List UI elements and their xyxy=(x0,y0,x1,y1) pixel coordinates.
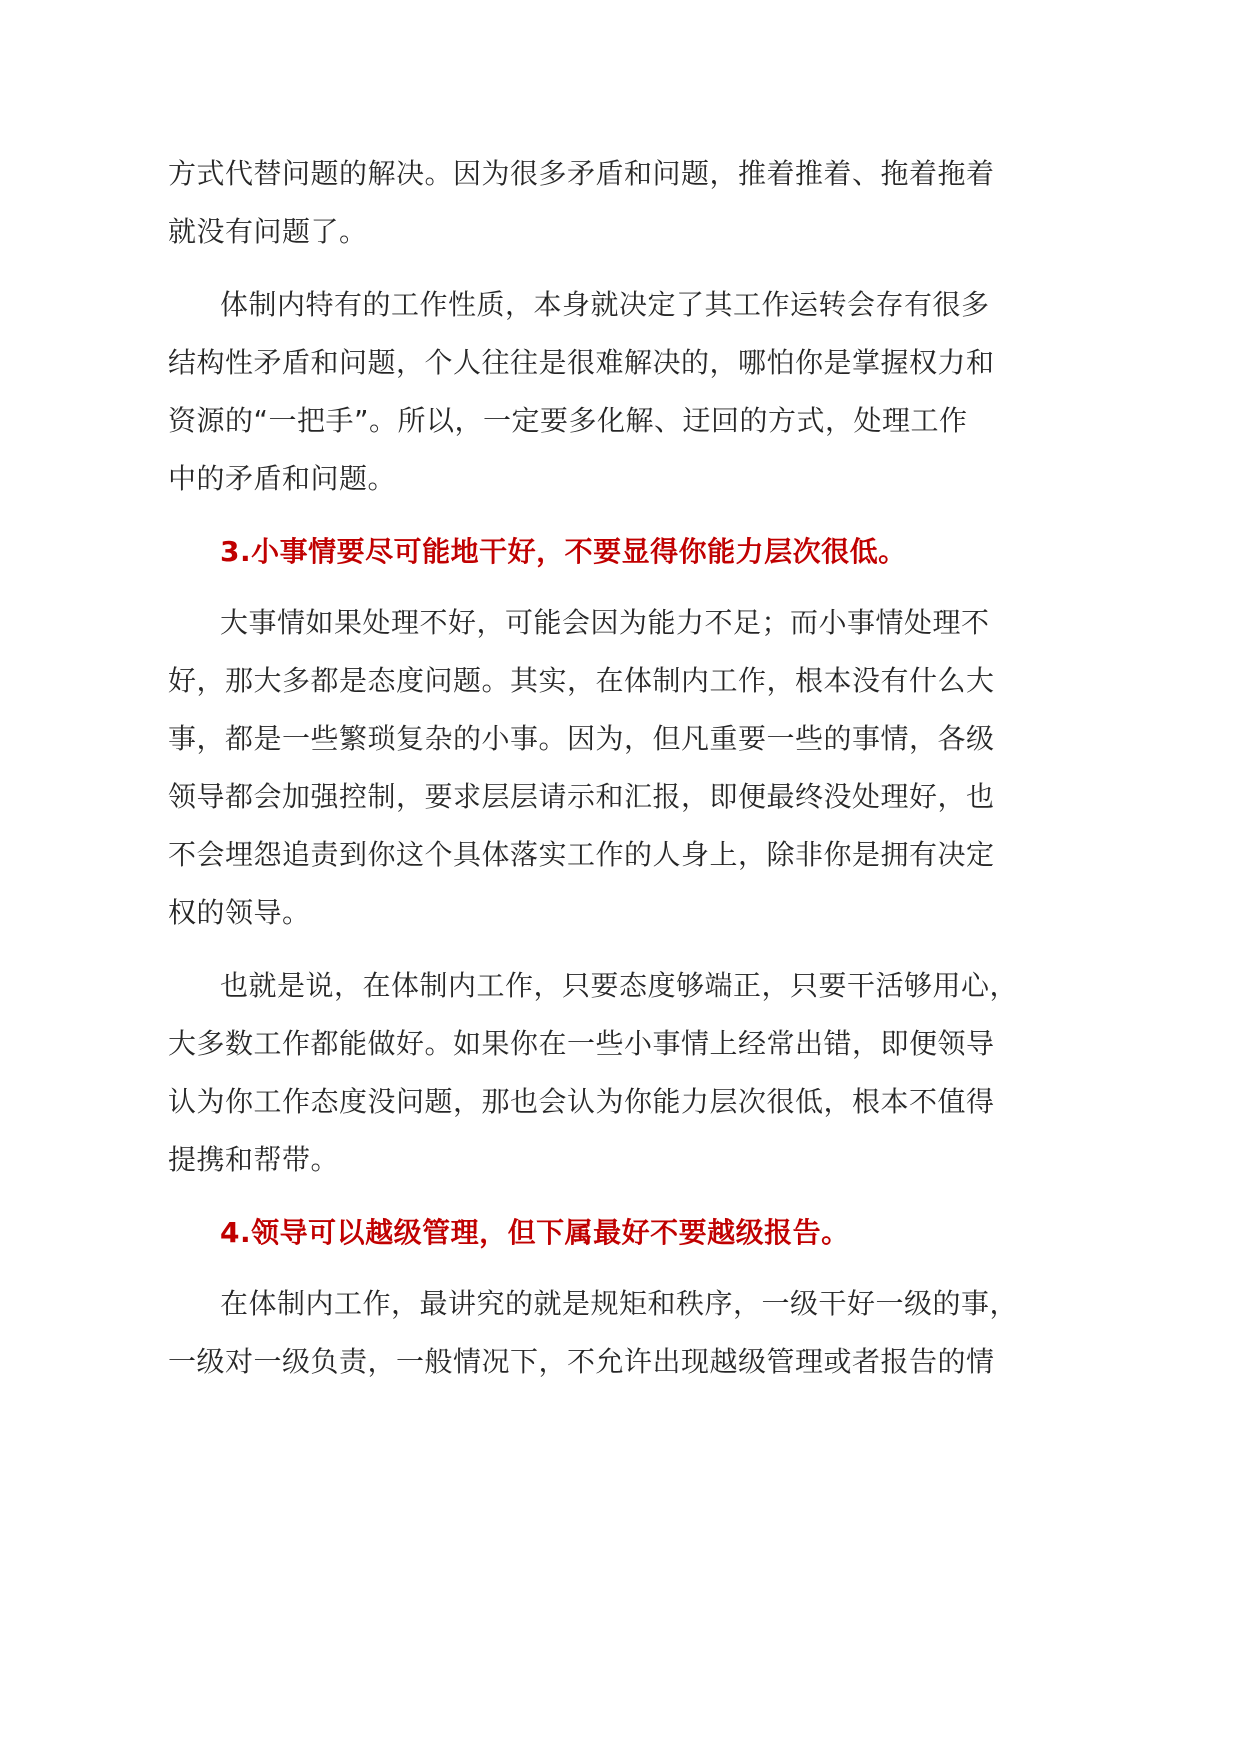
paragraph-line: 方式代替问题的解决。因为很多矛盾和问题，推着推着、拖着拖着 xyxy=(168,157,995,190)
paragraph-line: 大事情如果处理不好，可能会因为能力不足；而小事情处理不 xyxy=(220,606,990,639)
paragraph-line: 领导都会加强控制，要求层层请示和汇报，即便最终没处理好，也 xyxy=(168,780,995,813)
paragraph-line: 就没有问题了。 xyxy=(168,215,368,248)
paragraph-line: 提携和帮带。 xyxy=(168,1143,340,1176)
paragraph-line: 事，都是一些繁琐复杂的小事。因为，但凡重要一些的事情，各级 xyxy=(168,722,995,755)
paragraph-line: 好，那大多都是态度问题。其实，在体制内工作，根本没有什么大 xyxy=(168,664,995,697)
paragraph-line: 在体制内工作，最讲究的就是规矩和秩序，一级干好一级的事， xyxy=(220,1287,1019,1320)
paragraph-line: 体制内特有的工作性质，本身就决定了其工作运转会存有很多 xyxy=(220,288,990,321)
section-heading: 4.领导可以越级管理，但下属最好不要越级报告。 xyxy=(220,1216,850,1249)
paragraph-line: 认为你工作态度没问题，那也会认为你能力层次很低，根本不值得 xyxy=(168,1085,995,1118)
paragraph-line: 大多数工作都能做好。如果你在一些小事情上经常出错，即便领导 xyxy=(168,1027,995,1060)
paragraph-line: 资源的“一把手”。所以，一定要多化解、迂回的方式，处理工作 xyxy=(168,404,968,437)
paragraph-line: 一级对一级负责，一般情况下，不允许出现越级管理或者报告的情 xyxy=(168,1345,995,1378)
paragraph-line: 不会埋怨追责到你这个具体落实工作的人身上，除非你是拥有决定 xyxy=(168,838,995,871)
section-heading: 3.小事情要尽可能地干好，不要显得你能力层次很低。 xyxy=(220,535,907,568)
paragraph-line: 权的领导。 xyxy=(168,896,311,929)
paragraph-line: 中的矛盾和问题。 xyxy=(168,462,397,495)
paragraph-line: 结构性矛盾和问题，个人往往是很难解决的，哪怕你是掌握权力和 xyxy=(168,346,995,379)
paragraph-line: 也就是说，在体制内工作，只要态度够端正，只要干活够用心， xyxy=(220,969,1019,1002)
